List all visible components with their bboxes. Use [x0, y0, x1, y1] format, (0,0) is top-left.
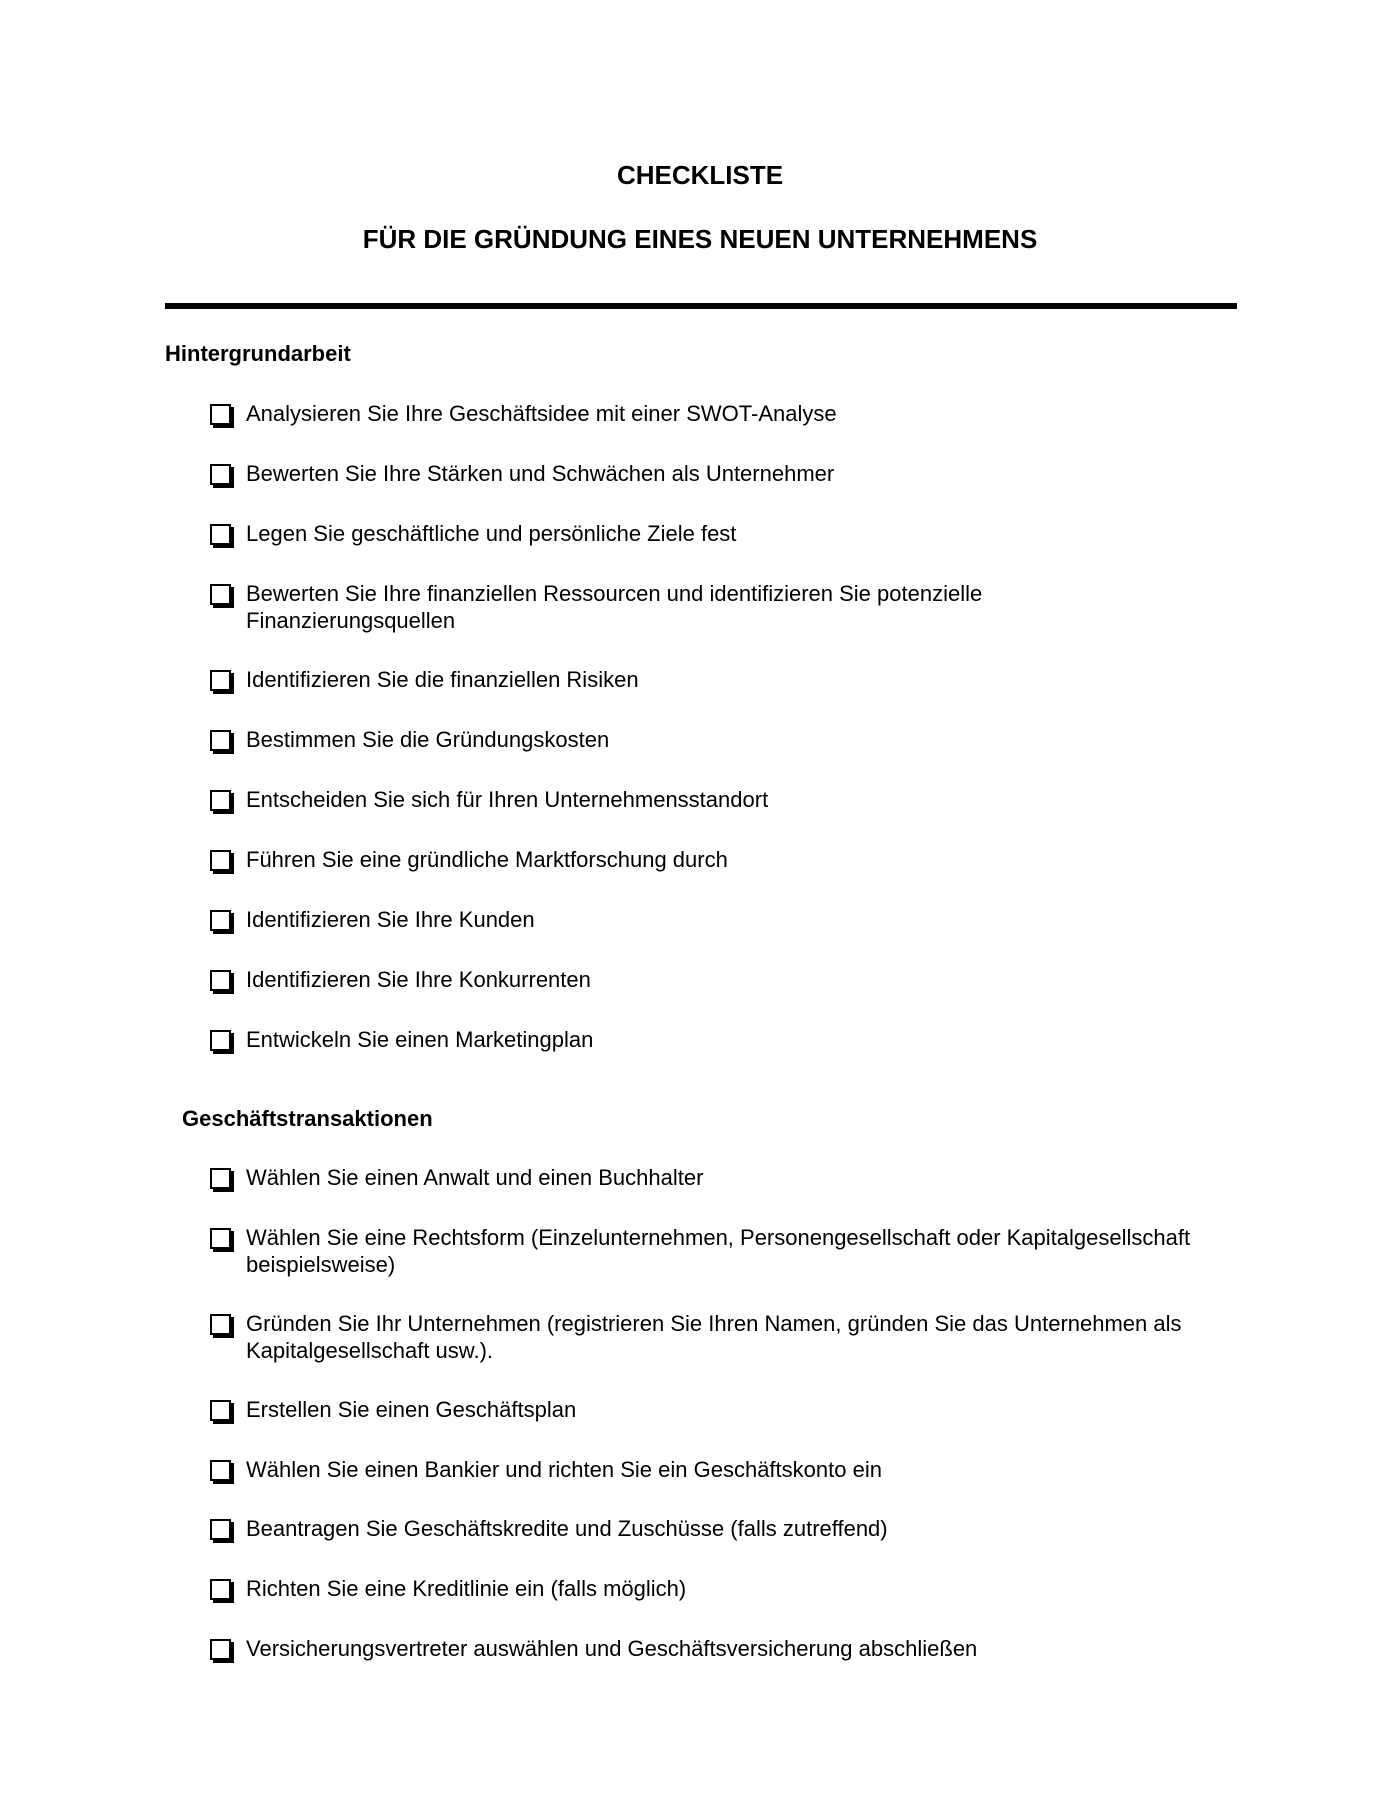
checklist-item-label: Versicherungsvertreter auswählen und Geschäftsversicherung abschließen: [246, 1636, 978, 1661]
checklist-item-label: Führen Sie eine gründliche Marktforschung durch: [246, 847, 728, 872]
checklist-item-label: Beantragen Sie Geschäftskredite und Zuschüsse (falls zutreffend): [246, 1516, 888, 1541]
checklist-item-label: Identifizieren Sie Ihre Kunden: [246, 907, 535, 932]
checklist-item: [210, 523, 1250, 547]
checkbox-icon[interactable]: [210, 464, 231, 485]
checkbox-icon[interactable]: [210, 1639, 231, 1660]
checkbox-icon[interactable]: [210, 850, 231, 871]
checklist-item: [210, 1313, 1250, 1364]
checkbox-icon[interactable]: [210, 1030, 231, 1051]
checklist-item: [210, 1227, 1250, 1278]
checkbox-icon[interactable]: [210, 1168, 231, 1189]
checklist-item: [210, 1638, 1250, 1662]
checklist-item-label: Bewerten Sie Ihre Stärken und Schwächen als Unternehmer: [246, 461, 835, 486]
checkbox-icon[interactable]: [210, 970, 231, 991]
checklist-item: [210, 403, 1250, 427]
checkbox-icon[interactable]: [210, 404, 231, 425]
checkbox-icon[interactable]: [210, 1314, 231, 1335]
checklist-item-label: Erstellen Sie einen Geschäftsplan: [246, 1397, 577, 1422]
checklist-item: [210, 1167, 1250, 1191]
checklist-item: [210, 1399, 1250, 1423]
checklist-item-label: Entwickeln Sie einen Marketingplan: [246, 1027, 594, 1052]
checklist-item-label: Entscheiden Sie sich für Ihren Unternehmensstandort: [246, 787, 769, 812]
page-title: CHECKLISTE: [616, 160, 784, 190]
checklist-item: [210, 789, 1250, 813]
checkbox-icon[interactable]: [210, 524, 231, 545]
checkbox-icon[interactable]: [210, 1519, 231, 1540]
checklist-item-label: Wählen Sie einen Anwalt und einen Buchhalter: [246, 1165, 704, 1190]
checkbox-icon[interactable]: [210, 1579, 231, 1600]
section-heading-hintergrundarbeit: Hintergrundarbeit: [165, 341, 351, 366]
checklist-item: [210, 849, 1250, 873]
checklist-item-label: Identifizieren Sie Ihre Konkurrenten: [246, 967, 591, 992]
checklist-item-label: Wählen Sie einen Bankier und richten Sie ein Geschäftskonto ein: [246, 1457, 882, 1482]
checkbox-icon[interactable]: [210, 584, 231, 605]
checklist-item-label: Richten Sie eine Kreditlinie ein (falls möglich): [246, 1576, 687, 1601]
checklist-item: [210, 1459, 1250, 1483]
checklist-item: [210, 909, 1250, 933]
checklist-item: [210, 463, 1250, 487]
checkbox-icon[interactable]: [210, 910, 231, 931]
checklist-item-label: Wählen Sie eine Rechtsform (Einzelunternehmen, Personengesellschaft oder Kapitalgesellschaft beispielsweise): [246, 1225, 1191, 1277]
checklist-item-label: Identifizieren Sie die finanziellen Risiken: [246, 667, 639, 692]
title-divider: [165, 303, 1237, 309]
checkbox-icon[interactable]: [210, 1228, 231, 1249]
checklist-item: [210, 583, 1030, 634]
checkbox-icon[interactable]: [210, 730, 231, 751]
section-heading-geschaeftstransaktionen: Geschäftstransaktionen: [182, 1106, 433, 1131]
checklist-item-label: Bestimmen Sie die Gründungskosten: [246, 727, 610, 752]
checklist-item: [210, 1029, 1250, 1053]
checklist-item: [210, 669, 1250, 693]
checkbox-icon[interactable]: [210, 790, 231, 811]
checklist-item-label: Analysieren Sie Ihre Geschäftsidee mit einer SWOT-Analyse: [246, 401, 837, 426]
checklist-item-label: Legen Sie geschäftliche und persönliche Ziele fest: [246, 521, 737, 546]
checkbox-icon[interactable]: [210, 670, 231, 691]
checkbox-icon[interactable]: [210, 1460, 231, 1481]
checklist-item: [210, 729, 1250, 753]
checklist-item: [210, 1578, 1250, 1602]
checklist-item-label: Gründen Sie Ihr Unternehmen (registrieren Sie Ihren Namen, gründen Sie das Unternehmen als Kapitalgesellschaft usw.).: [246, 1311, 1182, 1363]
checklist-item-label: Bewerten Sie Ihre finanziellen Ressourcen und identifizieren Sie potenzielle Finanzierungsquellen: [246, 581, 983, 633]
checklist-item: [210, 1518, 1250, 1542]
page-subtitle: FÜR DIE GRÜNDUNG EINES NEUEN UNTERNEHMENS: [362, 224, 1038, 254]
checklist-item: [210, 969, 1250, 993]
checkbox-icon[interactable]: [210, 1400, 231, 1421]
